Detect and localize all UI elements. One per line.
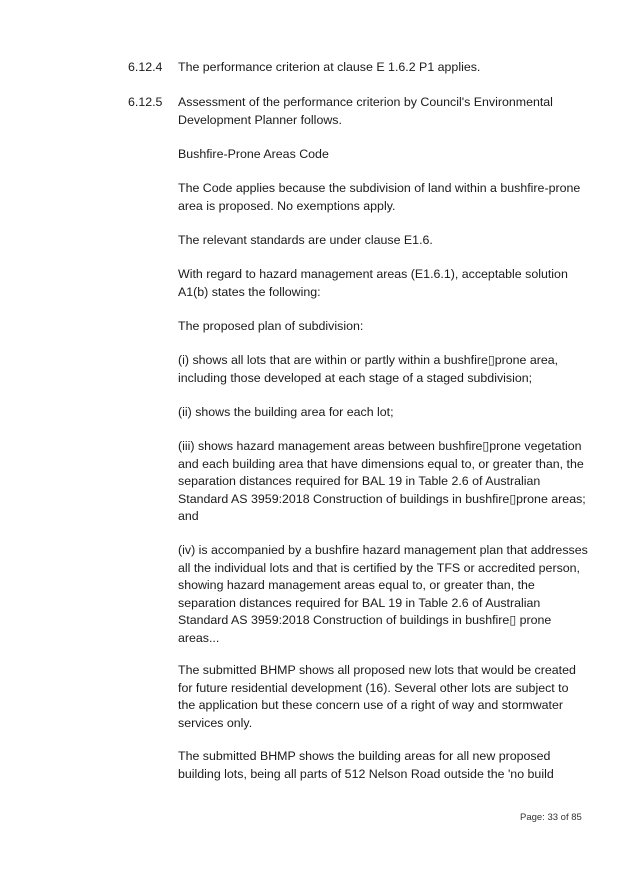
paragraph: The proposed plan of subdivision: [178,319,364,333]
section-heading: Bushfire-Prone Areas Code [178,147,329,161]
list-item: (iii) shows hazard management areas between bushfire▯prone vegetation and each building area that have dimensions equal to, or greater than, the separation distances required for BAL 19 in Table 2.6 of Australian Standard AS 3959:2018 Construction of buildings in bushfire▯prone areas; and [178,439,586,524]
list-item: (i) shows all lots that are within or partly within a bushfire▯prone area, including those developed at each stage of a staged subdivision; [178,353,559,385]
clause-number: 6.12.4 [128,60,163,74]
paragraph: The submitted BHMP shows the building areas for all new proposed building lots, being all parts of 512 Nelson Road outside the 'no build [178,749,554,781]
clause-text: Assessment of the performance criterion by Council's Environmental Development Planner follows. [178,95,553,127]
page-number: Page: 33 of 85 [520,812,582,823]
paragraph: The submitted BHMP shows all proposed new lots that would be created for future residential development (16). Several other lots are subject to the application but these concern use of a right of way and stormwater services only. [178,663,576,730]
paragraph: The relevant standards are under clause E1.6. [178,233,433,247]
paragraph: With regard to hazard management areas (E1.6.1), acceptable solution A1(b) states the following: [178,267,568,299]
clause-text: The performance criterion at clause E 1.6.2 P1 applies. [178,60,481,74]
list-item: (ii) shows the building area for each lot; [178,405,394,419]
paragraph: The Code applies because the subdivision of land within a bushfire-prone area is proposed. No exemptions apply. [178,181,581,213]
list-item: (iv) is accompanied by a bushfire hazard management plan that addresses all the individual lots and that is certified by the TFS or accredited person, showing hazard management areas equal to, or greater than, the separation distances required for BAL 19 in Table 2.6 of Australian Standard AS 3959:2018 Construction of buildings in bushfire▯ prone areas... [178,543,588,645]
clause-number: 6.12.5 [128,95,163,109]
